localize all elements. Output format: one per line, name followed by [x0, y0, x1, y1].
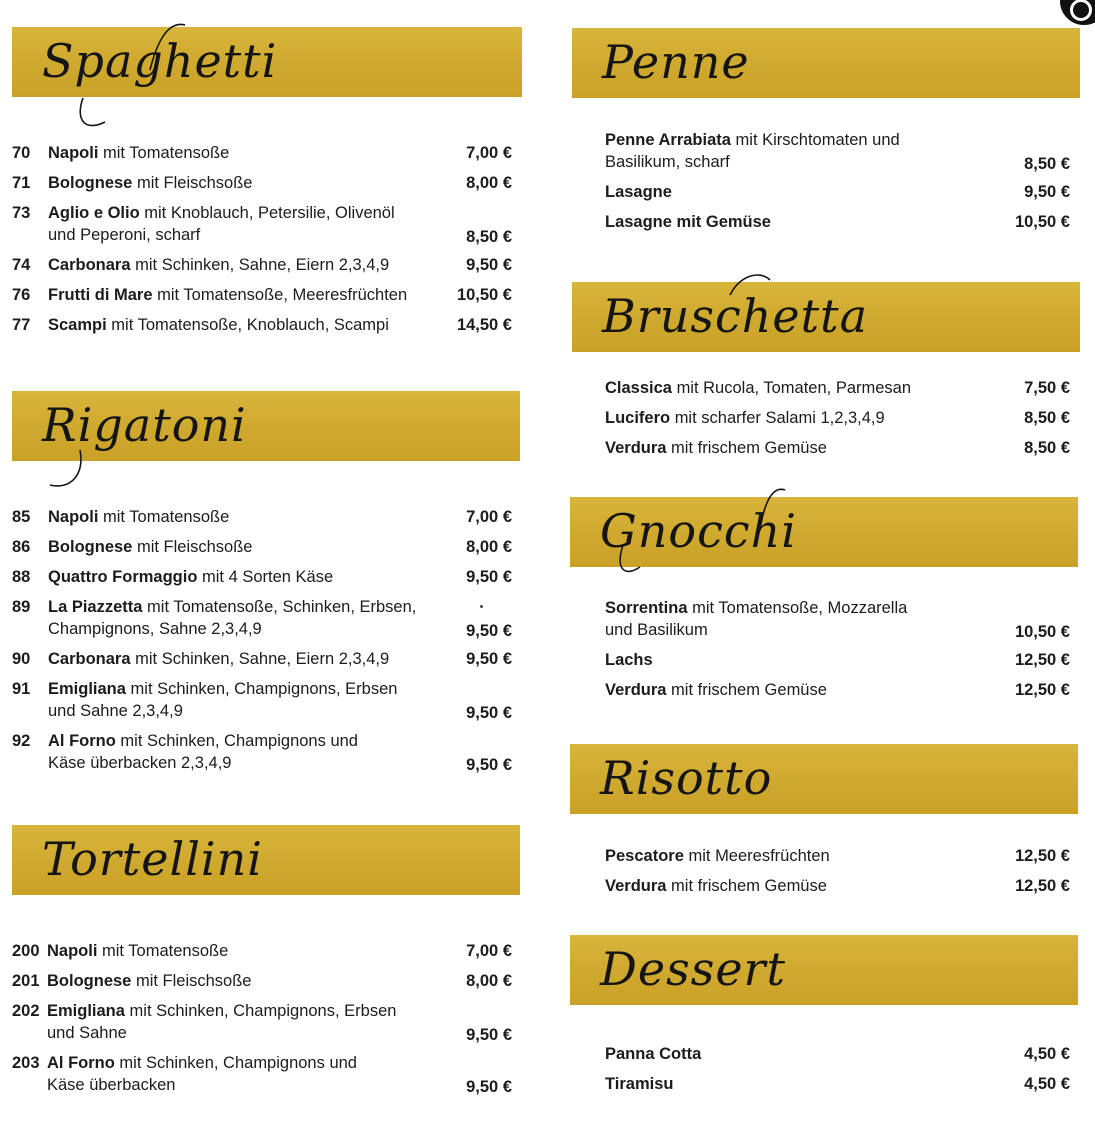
item-price: 7,00 € [466, 144, 512, 162]
item-number: 86 [12, 538, 31, 556]
item-number: 77 [12, 316, 31, 334]
item-name: Scampi [48, 316, 107, 334]
menu-item [0, 678, 530, 724]
item-description [605, 875, 827, 897]
item-description [48, 284, 407, 306]
item-number: 88 [12, 568, 31, 586]
item-number: 89 [12, 598, 31, 616]
item-detail: mit Tomatensoße, Knoblauch, Scampi [111, 316, 389, 334]
menu-item [560, 181, 1095, 203]
item-price: 7,00 € [466, 942, 512, 960]
item-detail-line2: Käse überbacken 2,3,4,9 [48, 754, 232, 772]
bruschetta-banner [572, 282, 1080, 352]
item-price: 8,00 € [466, 538, 512, 556]
item-name: Bolognese [48, 174, 133, 192]
dessert-title: Dessert [600, 942, 787, 996]
item-description [48, 730, 358, 774]
item-price: 9,50 € [466, 650, 512, 668]
menu-item [560, 437, 1095, 459]
rigatoni-banner [12, 391, 520, 461]
menu-item [0, 506, 530, 528]
item-description [48, 678, 397, 722]
risotto-title: Risotto [600, 751, 773, 805]
menu-item [560, 679, 1095, 701]
item-detail: mit Rucola, Tomaten, Parmesan [676, 379, 912, 397]
item-detail-line2: Käse überbacken [47, 1076, 176, 1094]
item-description [605, 679, 827, 701]
menu-item [0, 648, 530, 670]
item-detail: mit 4 Sorten Käse [202, 568, 334, 586]
item-name: Classica [605, 379, 672, 397]
item-number: 85 [12, 508, 31, 526]
item-price: 9,50 € [466, 622, 512, 640]
item-detail: mit frischem Gemüse [671, 877, 827, 895]
item-price: 8,50 € [1024, 155, 1070, 173]
item-number: 202 [12, 1002, 40, 1020]
item-detail: mit Knoblauch, Petersilie, Olivenöl [144, 204, 395, 222]
item-number: 70 [12, 144, 31, 162]
item-description [605, 437, 827, 459]
item-description [47, 1052, 357, 1096]
item-number: 73 [12, 204, 31, 222]
item-description [48, 566, 333, 588]
menu-item [560, 377, 1095, 399]
item-detail: mit Tomatensoße [103, 144, 230, 162]
item-detail: mit Schinken, Champignons und [119, 1054, 357, 1072]
item-detail: mit Schinken, Sahne, Eiern 2,3,4,9 [135, 650, 390, 668]
risotto-banner [570, 744, 1078, 814]
penne-banner [572, 28, 1080, 98]
item-description [48, 506, 229, 528]
bruschetta-title: Bruschetta [602, 289, 869, 343]
item-number: 76 [12, 286, 31, 304]
menu-item [0, 730, 530, 776]
item-price: 12,50 € [1014, 847, 1070, 865]
item-price: 8,50 € [1024, 409, 1070, 427]
menu-item [560, 649, 1095, 671]
item-price: 9,50 € [466, 1026, 512, 1044]
item-name: Napoli [48, 508, 99, 526]
item-number: 91 [12, 680, 31, 698]
item-detail: mit Tomatensoße, Meeresfrüchten [157, 286, 408, 304]
item-name: Al Forno [47, 1054, 115, 1072]
menu-item [0, 202, 530, 248]
item-description [605, 649, 653, 671]
menu-item [0, 596, 530, 642]
menu-item [0, 1052, 530, 1098]
item-detail-line2: und Peperoni, scharf [48, 226, 201, 244]
menu-item [560, 597, 1095, 643]
item-description [48, 536, 252, 558]
item-name: Panna Cotta [605, 1045, 702, 1063]
menu-item [0, 172, 530, 194]
item-name: Frutti di Mare [48, 286, 153, 304]
item-detail-line2: Champignons, Sahne 2,3,4,9 [48, 620, 262, 638]
item-description [47, 940, 228, 962]
item-description [48, 142, 229, 164]
item-description [605, 181, 672, 203]
item-name: Bolognese [48, 538, 133, 556]
item-description [47, 970, 251, 992]
menu-item [0, 254, 530, 276]
item-price: 9,50 € [466, 568, 512, 586]
menu-item [0, 940, 530, 962]
item-detail: mit Tomatensoße [103, 508, 230, 526]
item-price: 8,00 € [466, 972, 512, 990]
item-detail: mit Schinken, Champignons, Erbsen [130, 680, 398, 698]
gnocchi-banner [570, 497, 1078, 567]
dessert-banner [570, 935, 1078, 1005]
item-name: Al Forno [48, 732, 116, 750]
item-price: 4,50 € [1024, 1075, 1070, 1093]
item-name: Verdura [605, 681, 667, 699]
item-detail-line2: und Sahne [47, 1024, 127, 1042]
rigatoni-title: Rigatoni [42, 398, 247, 452]
item-number: 71 [12, 174, 31, 192]
item-number: 90 [12, 650, 31, 668]
menu-item [560, 407, 1095, 429]
item-description [605, 407, 885, 429]
item-name: Lasagne [605, 183, 672, 201]
menu-item [560, 1043, 1095, 1065]
item-name: Emigliana [47, 1002, 125, 1020]
item-detail-line2: und Basilikum [605, 621, 708, 639]
item-description [48, 202, 395, 246]
penne-title: Penne [602, 35, 750, 89]
item-description [48, 314, 389, 336]
item-name: Carbonara [48, 256, 131, 274]
item-detail: mit Meeresfrüchten [688, 847, 830, 865]
item-detail: mit scharfer Salami 1,2,3,4,9 [674, 409, 885, 427]
item-detail: mit Tomatensoße, Mozzarella [692, 599, 908, 617]
item-name: Emigliana [48, 680, 126, 698]
menu-item [0, 142, 530, 164]
item-name: Pescatore [605, 847, 684, 865]
item-number: 200 [12, 942, 40, 960]
item-number: 201 [12, 972, 40, 990]
item-detail: mit Kirschtomaten und [735, 131, 900, 149]
item-price: 12,50 € [1014, 651, 1070, 669]
item-price: 12,50 € [1014, 681, 1070, 699]
item-description [605, 377, 911, 399]
item-description [605, 597, 907, 641]
item-name: Napoli [48, 144, 99, 162]
item-detail: mit Tomatensoße, Schinken, Erbsen, [147, 598, 417, 616]
menu-item [0, 314, 530, 336]
corner-badge-inner-icon [1070, 0, 1092, 21]
item-price: 14,50 € [456, 316, 512, 334]
tortellini-title: Tortellini [42, 832, 263, 886]
item-price: 8,00 € [466, 174, 512, 192]
item-name: Verdura [605, 439, 667, 457]
menu-item [560, 129, 1095, 175]
item-description [605, 129, 900, 173]
item-price: 10,50 € [1014, 623, 1070, 641]
item-price: 9,50 € [466, 256, 512, 274]
item-price: 8,50 € [466, 228, 512, 246]
item-price: 7,50 € [1024, 379, 1070, 397]
item-name: Penne Arrabiata [605, 131, 731, 149]
tortellini-banner [12, 825, 520, 895]
item-price: 4,50 € [1024, 1045, 1070, 1063]
spaghetti-title: Spaghetti [42, 34, 278, 88]
item-description [605, 211, 771, 233]
item-number: 92 [12, 732, 31, 750]
item-price: 9,50 € [466, 704, 512, 722]
item-description [48, 596, 416, 640]
item-name: Napoli [47, 942, 98, 960]
item-detail: mit Fleischsoße [135, 972, 252, 990]
corner-badge-icon [1057, 0, 1095, 28]
spaghetti-banner [12, 27, 522, 97]
item-detail: mit frischem Gemüse [671, 681, 827, 699]
item-name: Lachs [605, 651, 653, 669]
item-name: Aglio e Olio [48, 204, 140, 222]
item-name: Carbonara [48, 650, 131, 668]
item-name: Sorrentina [605, 599, 688, 617]
menu-item [0, 1000, 530, 1046]
item-description [605, 845, 830, 867]
item-detail: mit Schinken, Champignons, Erbsen [129, 1002, 397, 1020]
item-description [605, 1043, 701, 1065]
item-name: Lasagne mit Gemüse [605, 213, 771, 231]
item-price: 7,00 € [466, 508, 512, 526]
menu-item [0, 536, 530, 558]
menu-item [0, 284, 530, 306]
item-name: Tiramisu [605, 1075, 674, 1093]
item-description [48, 254, 389, 276]
item-detail-line2: Basilikum, scharf [605, 153, 730, 171]
item-name: Bolognese [47, 972, 132, 990]
item-price: 9,50 € [1024, 183, 1070, 201]
item-price: 8,50 € [1024, 439, 1070, 457]
item-detail: mit Tomatensoße [102, 942, 229, 960]
item-name: Quattro Formaggio [48, 568, 198, 586]
item-number: 74 [12, 256, 31, 274]
item-description [605, 1073, 673, 1095]
gnocchi-title: Gnocchi [600, 504, 797, 558]
menu-item [0, 566, 530, 588]
item-description [48, 648, 389, 670]
item-price: 9,50 € [466, 1078, 512, 1096]
item-description [47, 1000, 396, 1044]
item-detail: mit Fleischsoße [136, 538, 253, 556]
menu-item [560, 211, 1095, 233]
menu-item [560, 845, 1095, 867]
item-price: 9,50 € [466, 756, 512, 774]
item-detail: mit Schinken, Champignons und [120, 732, 358, 750]
menu-item [0, 970, 530, 992]
item-detail: mit frischem Gemüse [671, 439, 827, 457]
item-detail: mit Schinken, Sahne, Eiern 2,3,4,9 [135, 256, 390, 274]
menu-item [560, 875, 1095, 897]
item-description [48, 172, 252, 194]
item-detail: mit Fleischsoße [136, 174, 253, 192]
stray-dot [480, 605, 483, 608]
item-price: 12,50 € [1014, 877, 1070, 895]
item-name: La Piazzetta [48, 598, 143, 616]
item-price: 10,50 € [456, 286, 512, 304]
menu-item [560, 1073, 1095, 1095]
item-detail-line2: und Sahne 2,3,4,9 [48, 702, 183, 720]
item-number: 203 [12, 1054, 40, 1072]
item-name: Lucifero [605, 409, 671, 427]
item-price: 10,50 € [1014, 213, 1070, 231]
item-name: Verdura [605, 877, 667, 895]
